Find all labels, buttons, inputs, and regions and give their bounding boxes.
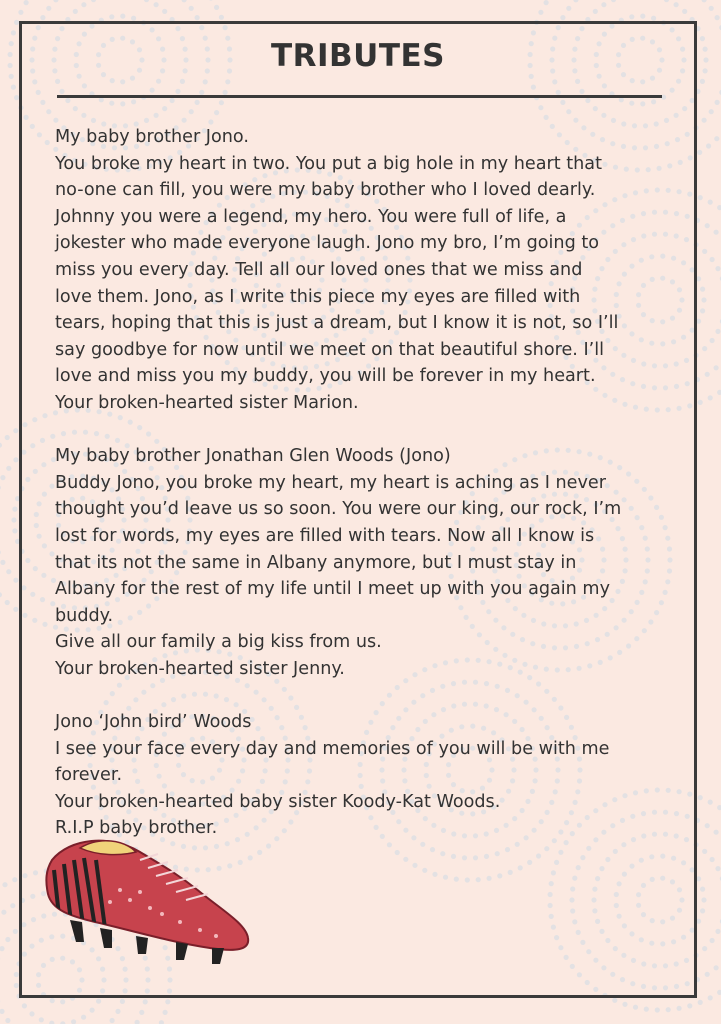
tribute-line: Give all our family a big kiss from us. (55, 632, 382, 653)
tribute-line: Buddy Jono, you broke my heart, my heart is aching as I never (55, 472, 606, 493)
tribute-line: love them. Jono, as I write this piece my eyes are filled with (55, 286, 581, 307)
tribute-line: miss you every day. Tell all our loved ones that we miss and (55, 259, 583, 280)
tribute-heading: My baby brother Jono. (55, 127, 249, 147)
tribute-line: I see your face every day and memories of you will be with me (55, 738, 610, 759)
tribute-signoff: R.I.P baby brother. (55, 818, 218, 839)
title-divider (57, 95, 662, 98)
tribute-line: lost for words, my eyes are filled with tears. Now all I know is (55, 525, 595, 546)
tribute-line: say goodbye for now until we meet on that beautiful shore. I’ll (55, 339, 605, 360)
tribute-heading: Jono ‘John bird’ Woods (55, 712, 252, 733)
football-boot-illustration (40, 830, 255, 970)
page-title: TRIBUTES (270, 38, 445, 74)
tribute-signoff: Your broken-hearted sister Marion. (55, 392, 359, 413)
tribute-signoff: Your broken-hearted sister Jenny. (55, 658, 345, 679)
tribute-line: You broke my heart in two. You put a big hole in my heart that (55, 153, 602, 174)
tribute-block (55, 709, 675, 842)
tribute-line: tears, hoping that this is just a dream, but I know it is not, so I’ll (55, 313, 619, 334)
tribute-block (55, 443, 675, 682)
tribute-line: jokester who made everyone laugh. Jono my bro, I’m going to (55, 233, 599, 254)
tribute-line: Your broken-hearted baby sister Koody-Kat Woods. (55, 791, 501, 812)
tribute-block (55, 124, 675, 417)
tributes-content (55, 124, 675, 842)
tribute-line: love and miss you my buddy, you will be forever in my heart. (55, 366, 596, 387)
tribute-line: buddy. (55, 605, 114, 626)
tribute-heading: My baby brother Jonathan Glen Woods (Jono) (55, 446, 451, 467)
tribute-line: Albany for the rest of my life until I meet up with you again my (55, 579, 610, 600)
tribute-line: no-one can fill, you were my baby brother who I loved dearly. (55, 180, 596, 201)
tribute-line: Johnny you were a legend, my hero. You were full of life, a (55, 206, 567, 227)
tribute-line: forever. (55, 765, 123, 786)
tribute-line: that its not the same in Albany anymore, but I must stay in (55, 552, 577, 573)
tribute-line: thought you’d leave us so soon. You were our king, our rock, I’m (55, 499, 622, 520)
